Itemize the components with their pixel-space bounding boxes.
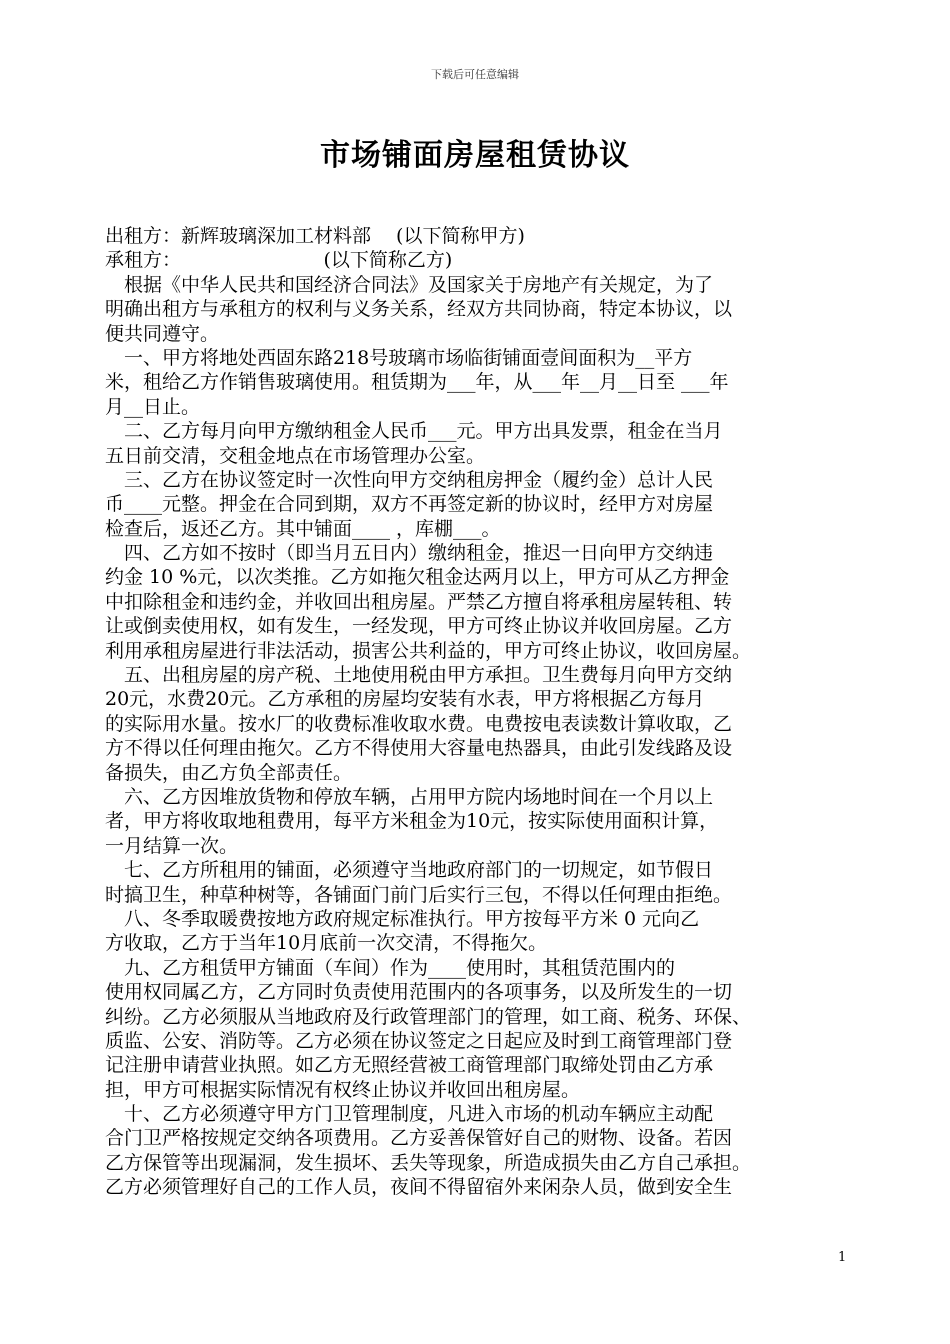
body-line: 十、乙方必须遵守甲方门卫管理制度，凡进入市场的机动车辆应主动配 (105, 1103, 714, 1126)
body-line: 方不得以任何理由拖欠。乙方不得使用大容量电热器具，由此引发线路及设 (105, 737, 733, 760)
document-title: 市场铺面房屋租赁协议 (320, 138, 630, 173)
body-line: 记注册申请营业执照。如乙方无照经营被工商管理部门取缔处罚由乙方承 (105, 1054, 714, 1077)
document-body (105, 224, 855, 1200)
body-line: 乙方必须管理好自己的工作人员，夜间不得留宿外来闲杂人员，做到安全生 (105, 1176, 733, 1199)
body-line: 的实际用水量。按水厂的收费标准收取水费。电费按电表读数计算收取，乙 (105, 712, 733, 735)
body-line: 七、乙方所租用的铺面，必须遵守当地政府部门的一切规定，如节假日 (105, 859, 714, 882)
body-line: 中扣除租金和违约金，并收回出租房屋。严禁乙方擅自将承租房屋转租、转 (105, 590, 733, 613)
body-line: 者，甲方将收取地租费用，每平方米租金为10元，按实际使用面积计算， (105, 810, 719, 833)
body-line: 便共同遵守。 (105, 322, 220, 345)
page-header-note: 下载后可任意编辑 (431, 68, 519, 81)
body-line: 乙方保管等出现漏洞，发生损坏、丢失等现象，所造成损失由乙方自己承担。 (105, 1151, 752, 1174)
body-line: 承租方： (以下简称乙方) (105, 249, 453, 272)
body-line: 纠纷。乙方必须服从当地政府及行政管理部门的管理，如工商、税务、环保、 (105, 1005, 752, 1028)
body-line: 约金 10 %元，以次类推。乙方如拖欠租金达两月以上，甲方可从乙方押金 (105, 566, 730, 589)
body-line: 米，租给乙方作销售玻璃使用。租赁期为___年，从___年__月__日至 ___年 (105, 371, 729, 394)
body-line: 八、冬季取暖费按地方政府规定标准执行。甲方按每平方米 0 元向乙 (105, 907, 700, 930)
body-line: 时搞卫生，种草种树等，各铺面门前门后实行三包，不得以任何理由拒绝。 (105, 883, 733, 906)
body-line: 六、乙方因堆放货物和停放车辆，占用甲方院内场地时间在一个月以上 (105, 785, 714, 808)
body-line: 一月结算一次。 (105, 834, 239, 857)
body-line: 九、乙方租赁甲方铺面（车间）作为____使用时，其租赁范围内的 (105, 956, 676, 979)
body-line: 检查后，返还乙方。其中铺面____ ，库棚___。 (105, 517, 501, 540)
body-line: 币____元整。押金在合同到期，双方不再签定新的协议时，经甲方对房屋 (105, 493, 714, 516)
body-line: 备损失，由乙方负全部责任。 (105, 761, 353, 784)
body-line: 让或倒卖使用权，如有发生，一经发现，甲方可终止协议并收回房屋。乙方 (105, 615, 733, 638)
body-line: 三、乙方在协议签定时一次性向甲方交纳租房押金（履约金）总计人民 (105, 468, 714, 491)
body-line: 方收取，乙方于当年10月底前一次交清，不得拖欠。 (105, 932, 548, 955)
body-line: 质监、公安、消防等。乙方必须在协议签定之日起应及时到工商管理部门登 (105, 1029, 733, 1052)
body-line: 合门卫严格按规定交纳各项费用。乙方妥善保管好自己的财物、设备。若因 (105, 1127, 733, 1150)
body-line: 四、乙方如不按时（即当月五日内）缴纳租金，推迟一日向甲方交纳违 (105, 542, 714, 565)
body-line: 月__日止。 (105, 395, 201, 418)
body-line: 五、出租房屋的房产税、土地使用税由甲方承担。卫生费每月向甲方交纳 (105, 664, 733, 687)
body-line: 一、甲方将地处西固东路218号玻璃市场临街铺面壹间面积为__平方 (105, 346, 693, 369)
body-line: 根据《中华人民共和国经济合同法》及国家关于房地产有关规定，为了 (105, 273, 714, 296)
body-line: 担，甲方可根据实际情况有权终止协议并收回出租房屋。 (105, 1078, 581, 1101)
body-line: 利用承租房屋进行非法活动，损害公共利益的，甲方可终止协议，收回房屋。 (105, 639, 752, 662)
body-line: 二、乙方每月向甲方缴纳租金人民币___元。甲方出具发票，租金在当月 (105, 420, 723, 443)
body-line: 五日前交清，交租金地点在市场管理办公室。 (105, 444, 486, 467)
body-line: 使用权同属乙方，乙方同时负责使用范围内的各项事务，以及所发生的一切 (105, 981, 733, 1004)
page-number: 1 (838, 1250, 847, 1265)
body-line: 出租方：新辉玻璃深加工材料部 (以下简称甲方) (105, 225, 525, 247)
body-line: 明确出租方与承租方的权利与义务关系，经双方共同协商，特定本协议，以 (105, 298, 733, 321)
body-line: 20元，水费20元。乙方承租的房屋均安装有水表，甲方将根据乙方每月 (105, 688, 705, 711)
